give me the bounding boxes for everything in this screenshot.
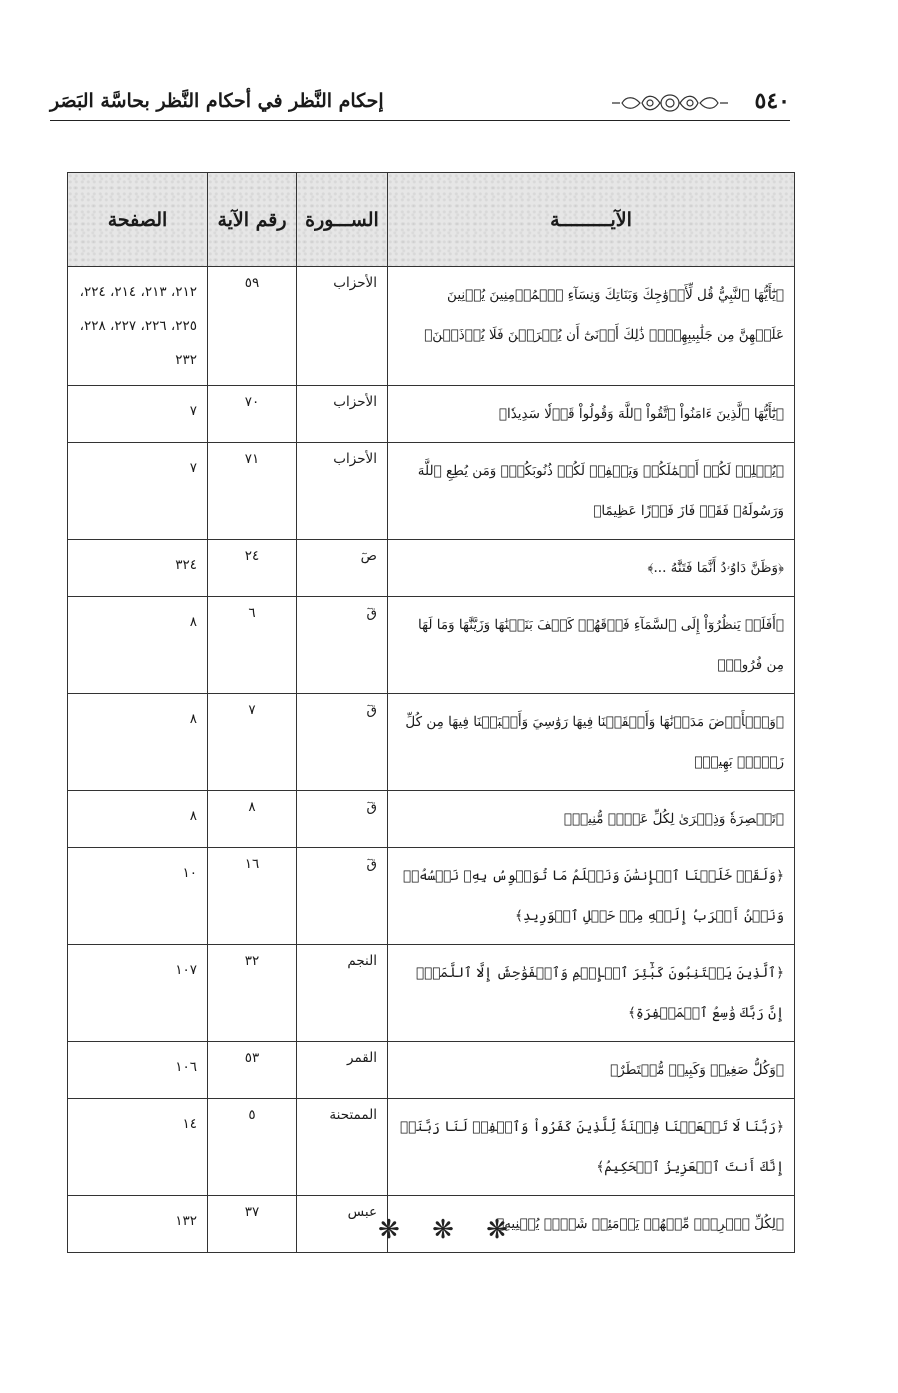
page-number: ٥٤٠ [754, 88, 790, 114]
page-refs: ١٤ [68, 1099, 208, 1196]
page-refs: ١٠٧ [68, 945, 208, 1042]
ayah-number: ٨ [208, 791, 297, 848]
page-refs: ٨ [68, 694, 208, 791]
verse-text: ﴿لِكُلِّ ٱمۡرِيٕٖ مِّنۡهُمۡ يَوۡمَئِذٖ شَأۡنٞ يُغۡنِيهِ﴾ [388, 1196, 795, 1253]
ayah-number: ١٦ [208, 848, 297, 945]
page-refs: ٧ [68, 386, 208, 443]
verse-text: ﴿وَٱلۡأَرۡضَ مَدَدۡنَٰهَا وَأَلۡقَيۡنَا فِيهَا رَوَٰسِيَ وَأَنۢبَتۡنَا فِيهَا مِن كُلِّ زَوۡجِۭ بَهِيجٖ﴾ [388, 694, 795, 791]
surah-name: صٓ [297, 540, 388, 597]
table-header-row [68, 173, 795, 267]
verses-index-table [67, 172, 795, 1253]
verse-text: ﴿يَٰٓأَيُّهَا ٱلنَّبِيُّ قُل لِّأَزۡوَٰجِكَ وَبَنَاتِكَ وَنِسَآءِ ٱلۡمُؤۡمِنِينَ يُدۡنِينَ عَلَيۡهِنَّ مِن جَلَٰبِيبِهِنَّۚ ذَٰلِكَ أَدۡنَىٰٓ أَن يُعۡرَفۡنَ فَلَا يُؤۡذَيۡنَ﴾ [388, 267, 795, 386]
ayah-number: ٧٠ [208, 386, 297, 443]
ayah-number: ٢٤ [208, 540, 297, 597]
ayah-number: ٣٢ [208, 945, 297, 1042]
surah-name: الأحزاب [297, 267, 388, 386]
column-header-surah: الســـورة [297, 173, 388, 267]
verse-text: ﴿وَظَنَّ دَاوُۥدُ أَنَّمَا فَتَنَّٰهُ ...﴾ [388, 540, 795, 597]
surah-name: الممتحنة [297, 1099, 388, 1196]
verse-text: ﴿يُصۡلِحۡ لَكُمۡ أَعۡمَٰلَكُمۡ وَيَغۡفِرۡ لَكُمۡ ذُنُوبَكُمۡۗ وَمَن يُطِعِ ٱللَّهَ وَرَسُولَهُۥ فَقَدۡ فَازَ فَوۡزًا عَظِيمًا﴾ [388, 443, 795, 540]
page-refs: ١٠٦ [68, 1042, 208, 1099]
column-header-page: الصفحة [68, 173, 208, 267]
surah-name: قٓ [297, 791, 388, 848]
section-separator: ❋ ❋ ❋ [378, 1215, 520, 1245]
surah-name: قٓ [297, 848, 388, 945]
page-refs: ٢١٢، ٢١٣، ٢١٤، ٢٢٤، ٢٢٥، ٢٢٦، ٢٢٧، ٢٢٨، ٢٣٢ [68, 267, 208, 386]
table-row [68, 540, 795, 597]
ayah-number: ٣٧ [208, 1196, 297, 1253]
table-row [68, 848, 795, 945]
ayah-number: ٧ [208, 694, 297, 791]
surah-name: الأحزاب [297, 386, 388, 443]
verse-text: ﴿يَٰٓأَيُّهَا ٱلَّذِينَ ءَامَنُواْ ٱتَّقُواْ ٱللَّهَ وَقُولُواْ قَوۡلٗا سَدِيدٗا﴾ [388, 386, 795, 443]
page-refs: ٨ [68, 597, 208, 694]
surah-name: قٓ [297, 597, 388, 694]
verse-text: ﴿رَبَّنَا لَا تَجۡعَلۡنَا فِتۡنَةٗ لِّلَّذِينَ كَفَرُواْ وَٱغۡفِرۡ لَنَا رَبَّنَآۖ إِنَّكَ أَنتَ ٱلۡعَزِيزُ ٱلۡحَكِيمُ﴾ [388, 1099, 795, 1196]
page-header [50, 90, 790, 121]
column-header-verse: الآيـــــــــة [388, 173, 795, 267]
surah-name: القمر [297, 1042, 388, 1099]
page-refs: ٣٢٤ [68, 540, 208, 597]
table-row [68, 267, 795, 386]
ayah-number: ٥٣ [208, 1042, 297, 1099]
verse-text: ﴿وَلَقَدۡ خَلَقۡنَا ٱلۡإِنسَٰنَ وَنَعۡلَمُ مَا تُوَسۡوِسُ بِهِۦ نَفۡسُهُۥۖ وَنَحۡنُ أَقۡرَبُ إِلَيۡهِ مِنۡ حَبۡلِ ٱلۡوَرِيدِ﴾ [388, 848, 795, 945]
surah-name: عبس [297, 1196, 388, 1253]
ayah-number: ٥ [208, 1099, 297, 1196]
table-row [68, 945, 795, 1042]
surah-name: النجم [297, 945, 388, 1042]
verse-text: ﴿وَكُلُّ صَغِيرٖ وَكَبِيرٖ مُّسۡتَطَرٌ﴾ [388, 1042, 795, 1099]
verse-text: ﴿أَفَلَمۡ يَنظُرُوٓاْ إِلَى ٱلسَّمَآءِ فَوۡقَهُمۡ كَيۡفَ بَنَيۡنَٰهَا وَزَيَّنَّٰهَا وَمَا لَهَا مِن فُرُوجٖ﴾ [388, 597, 795, 694]
page-refs: ٧ [68, 443, 208, 540]
table-row [68, 597, 795, 694]
ayah-number: ٧١ [208, 443, 297, 540]
page-refs: ١٣٢ [68, 1196, 208, 1253]
verse-text: ﴿تَبۡصِرَةٗ وَذِكۡرَىٰ لِكُلِّ عَبۡدٖ مُّنِيبٖ﴾ [388, 791, 795, 848]
table-row [68, 443, 795, 540]
book-title: إحكام النَّظر في أحكام النَّظر بحاسَّة البَصَر [50, 90, 384, 112]
table-row [68, 386, 795, 443]
ayah-number: ٦ [208, 597, 297, 694]
verse-text: ﴿ٱلَّذِينَ يَجۡتَنِبُونَ كَبَٰٓئِرَ ٱلۡإِثۡمِ وَٱلۡفَوَٰحِشَ إِلَّا ٱللَّمَمَۚ إِنَّ رَبَّكَ وَٰسِعُ ٱلۡمَغۡفِرَةِ﴾ [388, 945, 795, 1042]
surah-name: الأحزاب [297, 443, 388, 540]
table-row [68, 694, 795, 791]
ayah-number: ٥٩ [208, 267, 297, 386]
table-row [68, 1042, 795, 1099]
page-refs: ١٠ [68, 848, 208, 945]
table-row [68, 1099, 795, 1196]
ornament-icon [610, 92, 730, 114]
table-row [68, 791, 795, 848]
page-refs: ٨ [68, 791, 208, 848]
column-header-ayah-number: رقم الآية [208, 173, 297, 267]
surah-name: قٓ [297, 694, 388, 791]
